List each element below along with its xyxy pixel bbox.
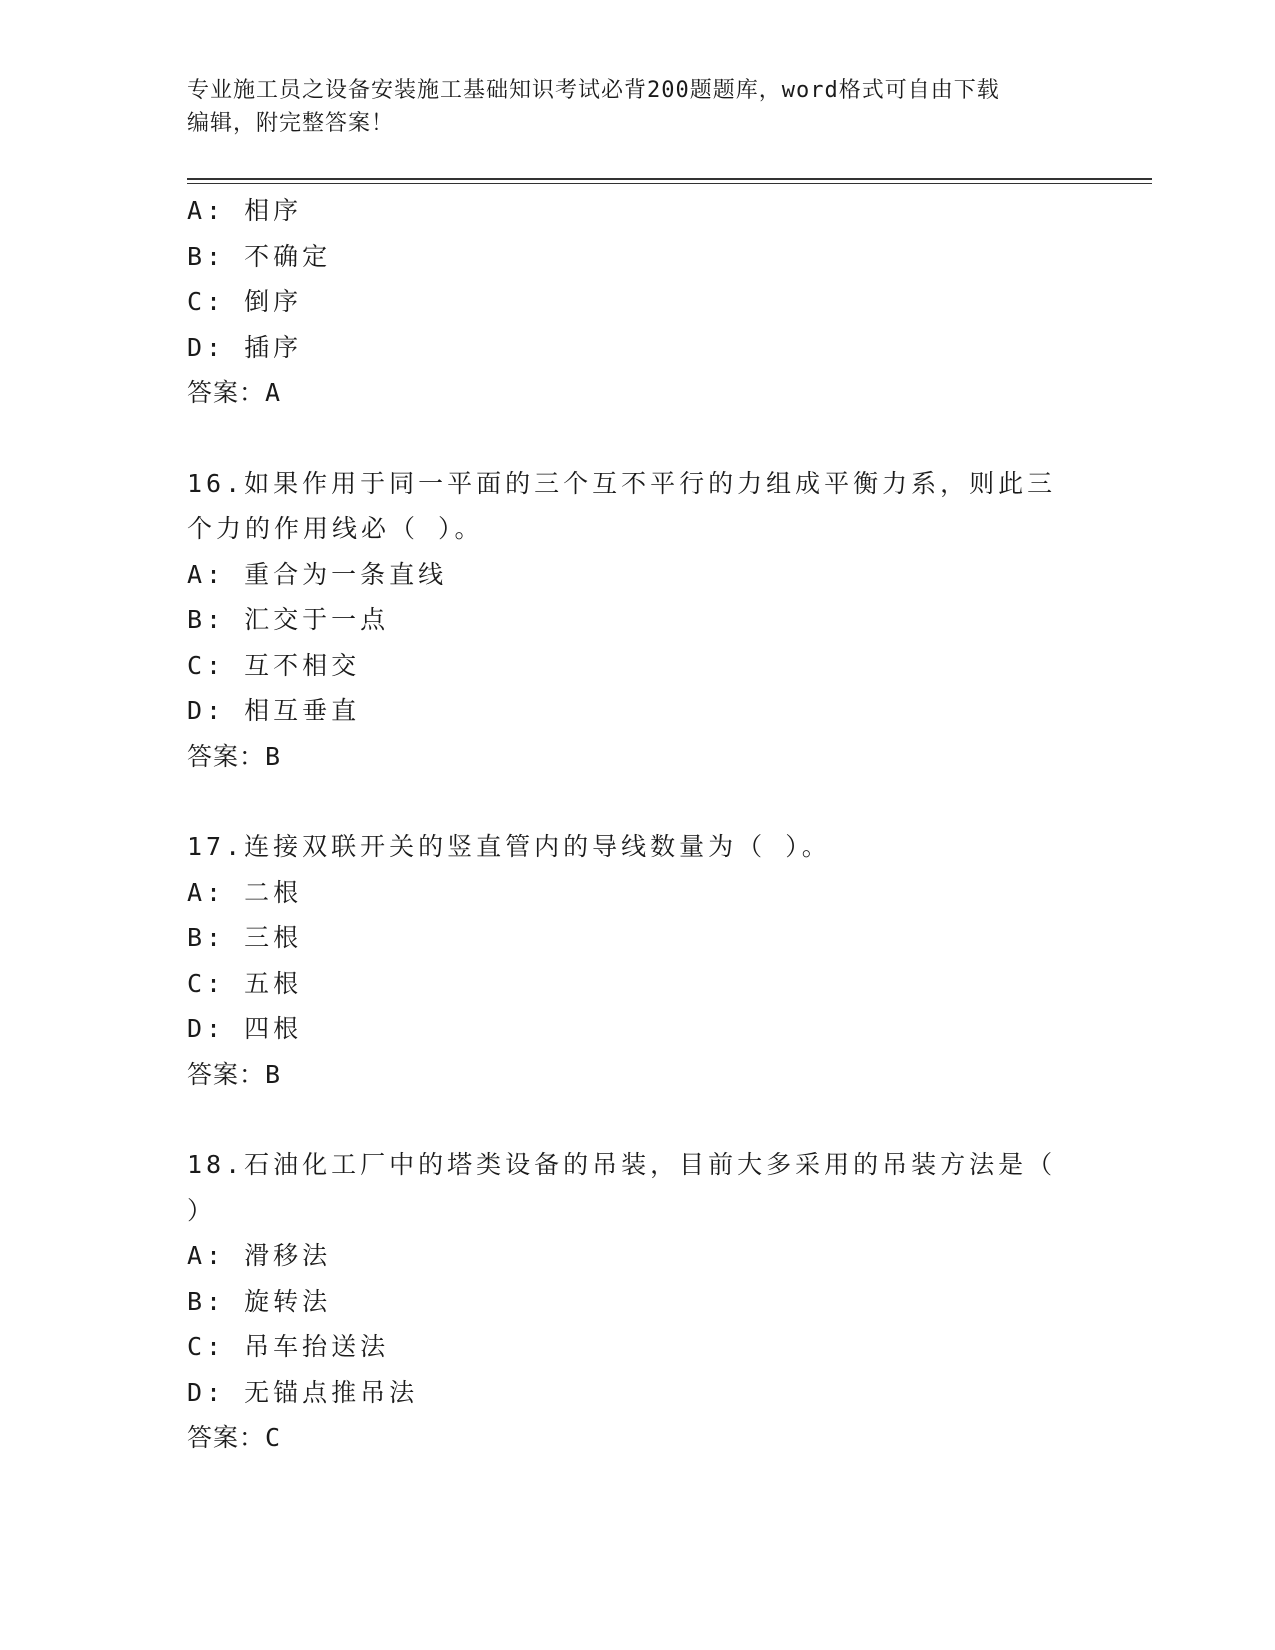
question-stem: 16.如果作用于同一平面的三个互不平行的力组成平衡力系，则此三个力的作用线必（ ）。: [187, 468, 1057, 543]
option-a: A: 重合为一条直线: [187, 559, 448, 589]
option-b: B: 不确定: [187, 241, 332, 271]
header-divider: [187, 178, 1152, 184]
option-d: D: 四根: [187, 1014, 303, 1043]
answer: 答案：C: [187, 1423, 282, 1452]
option-a: A: 二根: [187, 877, 303, 907]
option-c: C: 五根: [187, 968, 303, 998]
option-c: C: 倒序: [187, 287, 303, 316]
option-d: D: 无锚点推吊法: [187, 1377, 419, 1407]
question-16: [187, 461, 1107, 780]
question-17: [187, 824, 1107, 1097]
option-b: B: 汇交于一点: [187, 605, 390, 634]
option-a: A: 相序: [187, 196, 303, 225]
question-stem: 18.石油化工厂中的塔类设备的吊装，目前大多采用的吊装方法是（ ）: [187, 1150, 1057, 1225]
question-15-continued: [187, 188, 1107, 416]
answer: 答案：B: [187, 741, 282, 771]
option-c: C: 吊车抬送法: [187, 1332, 390, 1361]
option-a: A: 滑移法: [187, 1241, 332, 1270]
answer: 答案：A: [187, 378, 282, 407]
option-d: D: 相互垂直: [187, 696, 361, 725]
question-18: [187, 1142, 1107, 1461]
option-d: D: 插序: [187, 332, 303, 362]
answer: 答案：B: [187, 1059, 282, 1089]
option-b: B: 旋转法: [187, 1286, 332, 1316]
option-b: B: 三根: [187, 923, 303, 952]
question-list: [187, 188, 1107, 1461]
option-c: C: 互不相交: [187, 650, 361, 680]
question-stem: 17.连接双联开关的竖直管内的导线数量为（ ）。: [187, 832, 831, 861]
document-header: 专业施工员之设备安装施工基础知识考试必背200题题库，word格式可自由下载 编辑，附完整答案！: [187, 78, 1000, 136]
